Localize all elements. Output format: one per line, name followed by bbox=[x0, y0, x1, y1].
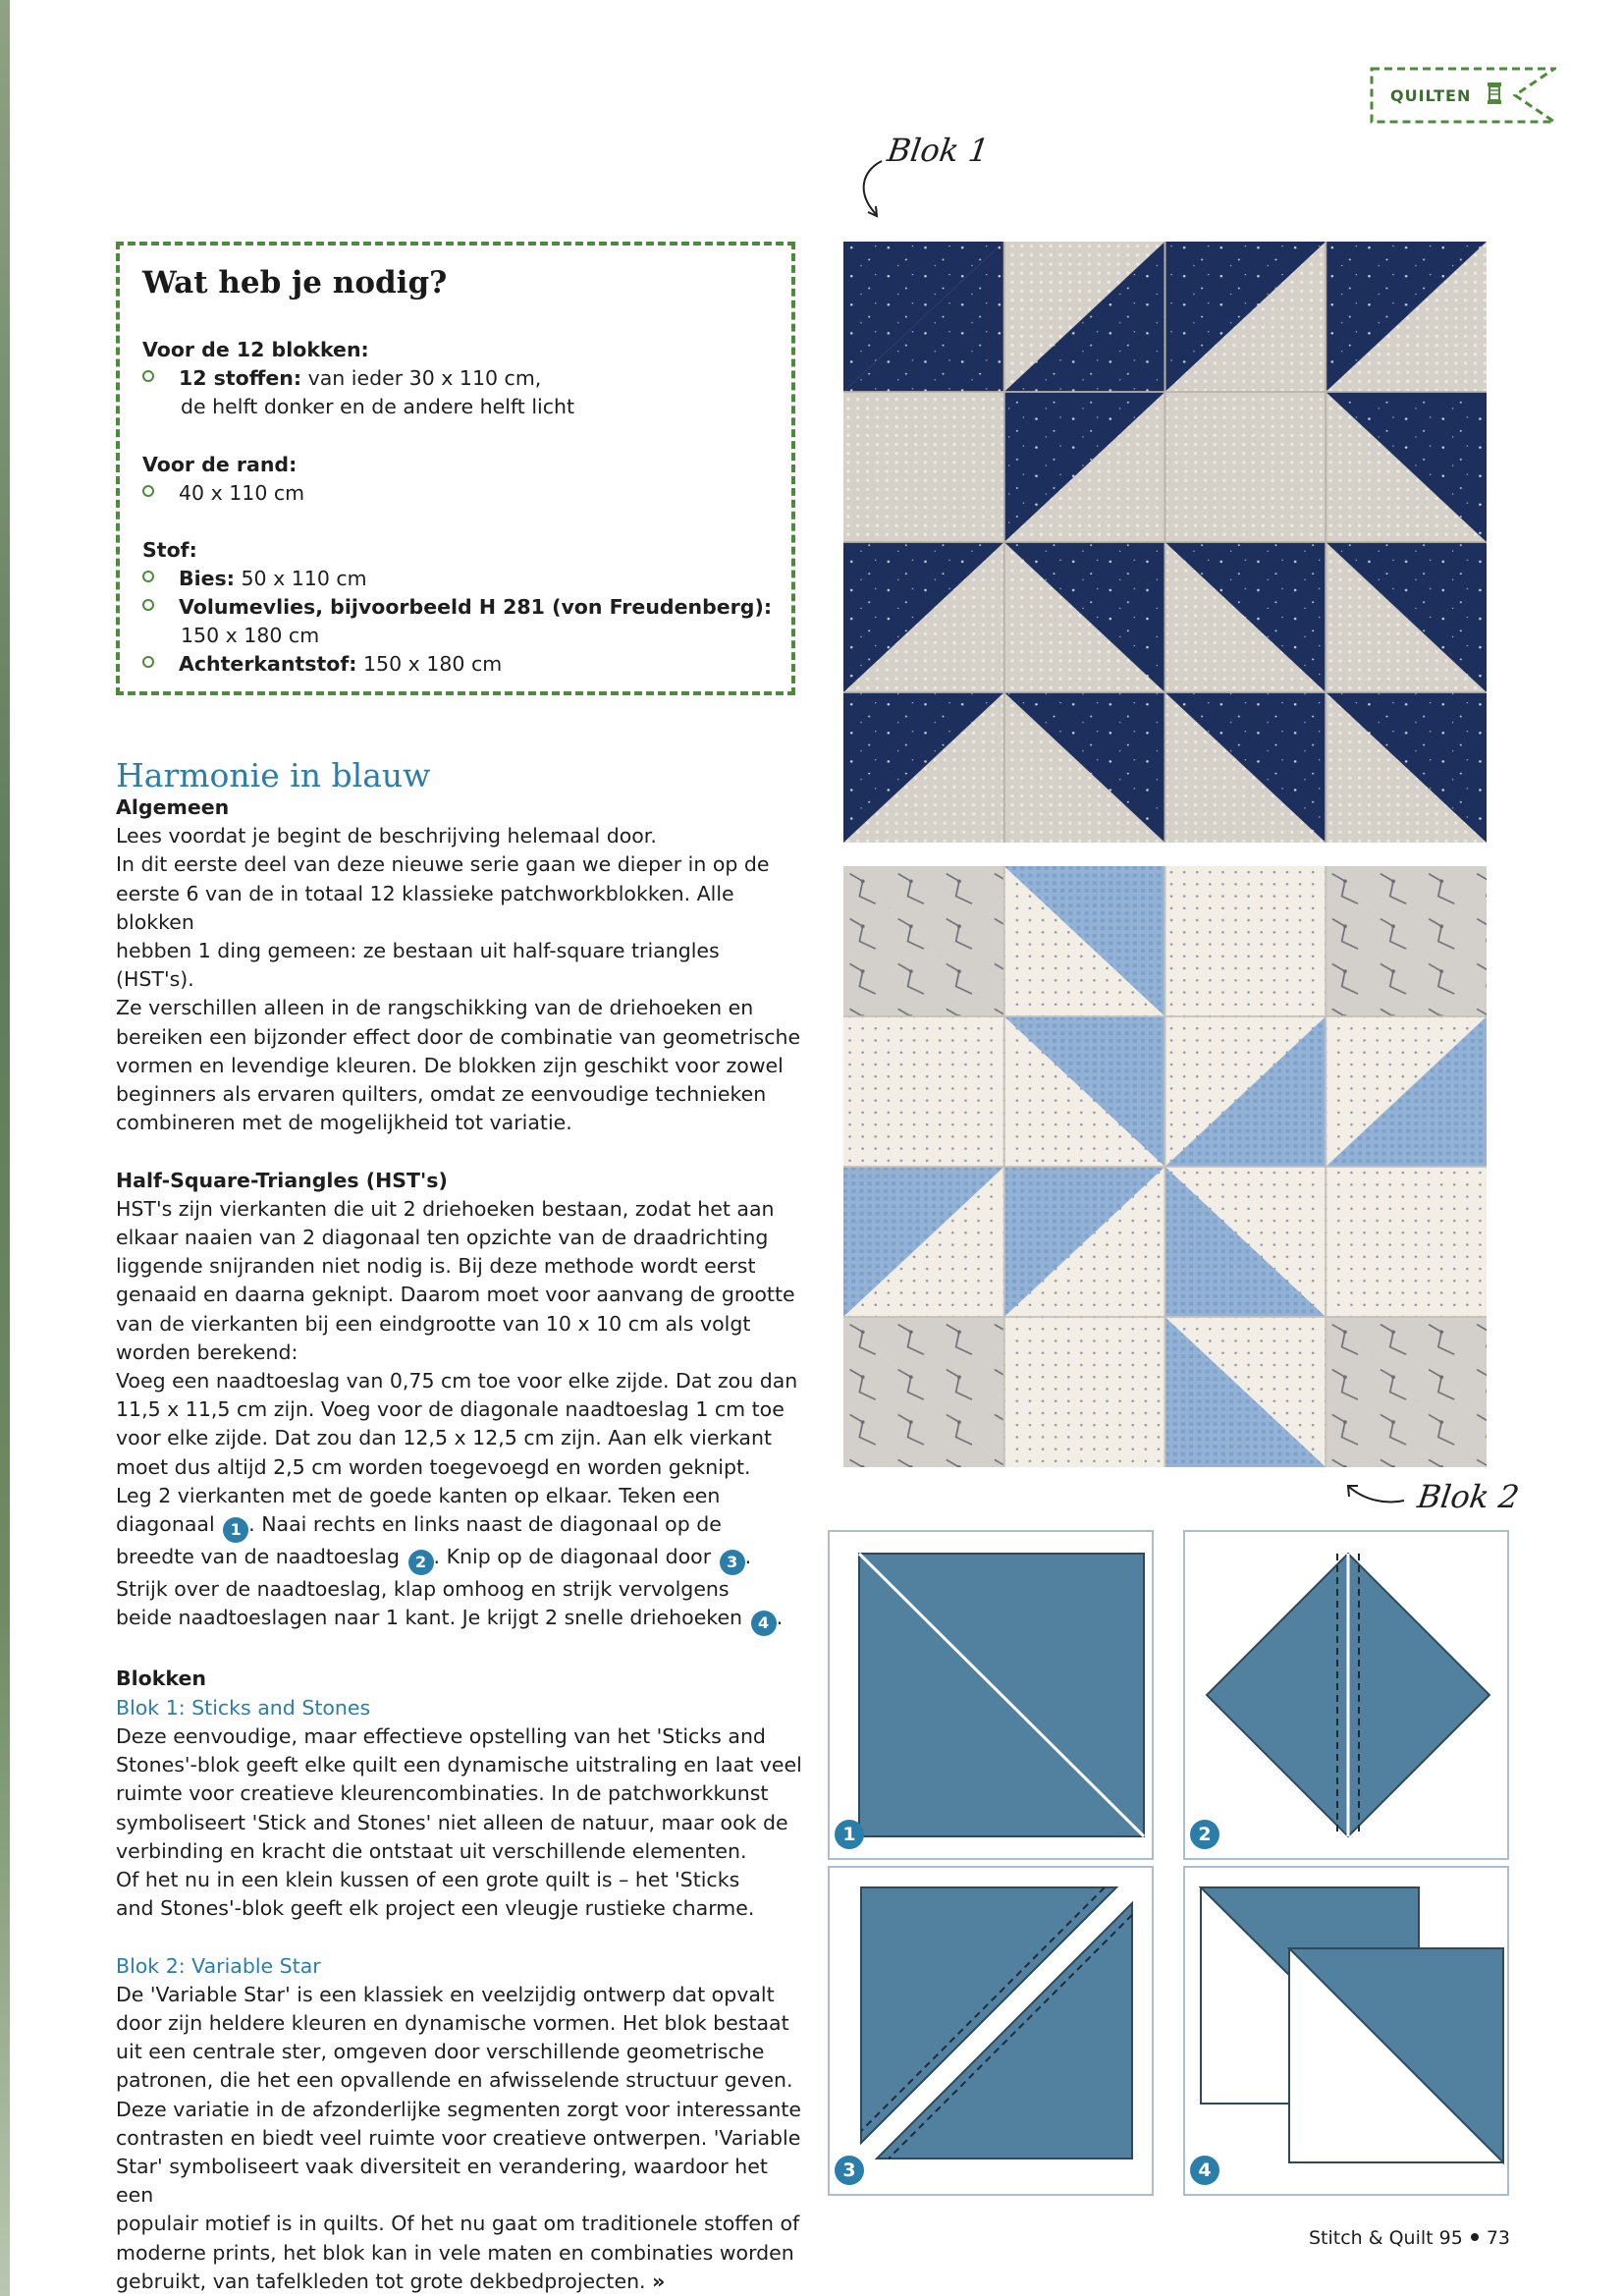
needs-item: Volumevlies, bijvoorbeeld H 281 (von Freudenberg): bbox=[179, 595, 773, 619]
paragraph-line: uit een centrale ster, omgeven door verschillende geometrische bbox=[116, 2040, 765, 2064]
paragraph-line: liggende snijranden niet nodig is. Bij deze methode wordt eerst bbox=[116, 1254, 756, 1279]
panel-number-1: 1 bbox=[835, 1820, 864, 1849]
block2-label: Blok 2 bbox=[1415, 1478, 1522, 1515]
bullet-icon bbox=[142, 370, 154, 382]
paragraph-line: De 'Variable Star' is een klassiek en veelzijdig ontwerp dat opvalt bbox=[116, 1982, 775, 2006]
block1-photo bbox=[843, 242, 1487, 843]
bullet-icon bbox=[142, 599, 154, 611]
needs-group-title: Voor de rand: bbox=[142, 453, 298, 476]
step-number-2: 2 bbox=[408, 1550, 434, 1575]
separator-dot bbox=[1471, 2233, 1479, 2241]
needs-group-title: Voor de 12 blokken: bbox=[142, 338, 369, 361]
paragraph-line: Ze verschillen alleen in de rangschikking van de driehoeken en bbox=[116, 996, 754, 1020]
section-heading: Half-Square-Triangles (HST's) bbox=[116, 1168, 448, 1192]
paragraph-line: Leg 2 vierkanten met de goede kanten op elkaar. Teken een bbox=[116, 1483, 721, 1507]
page-footer bbox=[1309, 2227, 1510, 2249]
step-number-3: 3 bbox=[720, 1550, 745, 1575]
section-heading: Blokken bbox=[116, 1667, 206, 1691]
block2-photo bbox=[843, 866, 1487, 1467]
paragraph-line: elkaar naaien van 2 diagonaal ten opzichte van de draadrichting bbox=[116, 1226, 769, 1250]
diagram-panel-2 bbox=[1183, 1530, 1509, 1860]
panel-number-4: 4 bbox=[1190, 2156, 1219, 2185]
paragraph-line: gebruikt, van tafelkleden tot grote dekbedprojecten. » bbox=[116, 2269, 666, 2293]
paragraph-line: hebben 1 ding gemeen: ze bestaan uit half-square triangles (HST's). bbox=[116, 939, 720, 992]
diagram-panel-3 bbox=[828, 1866, 1154, 2196]
paragraph-line: patronen, die het een opvallende en afwisselende structuur geven. bbox=[116, 2068, 793, 2093]
section-heading: Algemeen bbox=[116, 795, 230, 819]
paragraph-line: moet dus altijd 2,5 cm worden toegevoegd en worden geknipt. bbox=[116, 1454, 751, 1479]
curved-arrow-icon bbox=[854, 157, 893, 222]
paragraph-line: beide naadtoeslagen naar 1 kant. Je krijgt 2 snelle driehoeken 4 . bbox=[116, 1604, 803, 1636]
paragraph-line: genaaid en daarna geknipt. Daarom moet voor aanvang de grootte bbox=[116, 1283, 795, 1307]
paragraph-line: bereiken een bijzonder effect door de combinatie van geometrische bbox=[116, 1024, 801, 1049]
curved-arrow-icon bbox=[1343, 1479, 1408, 1508]
paragraph-line: door zijn heldere kleuren en dynamische vormen. Het blok bestaat bbox=[116, 2010, 789, 2035]
paragraph-line: Stones'-blok geeft elke quilt een dynamische uitstraling en laat veel bbox=[116, 1753, 802, 1777]
needs-item: 40 x 110 cm bbox=[179, 481, 305, 505]
paragraph-line: combineren met de mogelijkheid tot variatie. bbox=[116, 1111, 572, 1135]
paragraph-line: moderne prints, het blok kan in vele maten en combinaties worden bbox=[116, 2240, 794, 2265]
diagram-panel-4 bbox=[1183, 1866, 1509, 2196]
paragraph-line: vormen en levendige kleuren. De blokken zijn geschikt voor zowel bbox=[116, 1053, 784, 1077]
panel-number-2: 2 bbox=[1190, 1820, 1219, 1849]
paragraph-line: Lees voordat je begint de beschrijving helemaal door. bbox=[116, 824, 657, 848]
article-title: Harmonie in blauw bbox=[116, 756, 431, 794]
paragraph-line: eerste 6 van de in totaal 12 klassieke patchworkblokken. Alle blokken bbox=[116, 881, 734, 934]
paragraph-line: worden berekend: bbox=[116, 1339, 298, 1364]
needs-title: Wat heb je nodig? bbox=[142, 265, 448, 301]
paragraph-line: Deze eenvoudige, maar effectieve opstelling van het 'Sticks and bbox=[116, 1723, 766, 1748]
needs-item-cont: 150 x 180 cm bbox=[181, 624, 320, 647]
article-body bbox=[116, 793, 803, 2296]
paragraph-line: voor elke zijde. Dat zou dan 12,5 x 12,5 cm zijn. Aan elk vierkant bbox=[116, 1426, 773, 1450]
page-number: 73 bbox=[1486, 2227, 1510, 2249]
diagram-panel-1 bbox=[828, 1530, 1154, 1860]
paragraph-line: breedte van de naadtoeslag 2 . Knip op de diagonaal door 3 . bbox=[116, 1543, 803, 1575]
subsection-heading: Blok 1: Sticks and Stones bbox=[116, 1695, 371, 1720]
paragraph-line: van de vierkanten bij een eindgrootte van 10 x 10 cm als volgt bbox=[116, 1311, 751, 1336]
paragraph-line: symboliseert 'Stick and Stones' niet alleen de natuur, maar ook de bbox=[116, 1810, 788, 1834]
paragraph-line: and Stones'-blok geeft elk project een vleugje rustieke charme. bbox=[116, 1896, 755, 1921]
step-number-4: 4 bbox=[751, 1611, 777, 1636]
needs-item: Bies: 50 x 110 cm bbox=[179, 567, 367, 590]
hst-diagonal-diagram bbox=[830, 1532, 1156, 1862]
paragraph-line: populair motief is in quilts. Of het nu gaat om traditionele stoffen of bbox=[116, 2212, 800, 2236]
thread-spool-icon bbox=[1488, 82, 1501, 104]
subsection-heading: Blok 2: Variable Star bbox=[116, 1953, 321, 1978]
hst-finished-diagram bbox=[1185, 1868, 1511, 2198]
bullet-icon bbox=[142, 656, 154, 668]
paragraph-line: In dit eerste deel van deze nieuwe serie gaan we dieper in op de bbox=[116, 852, 770, 877]
paragraph-line: beginners als ervaren quilters, omdat ze eenvoudige technieken bbox=[116, 1082, 767, 1107]
paragraph-line: Strijk over de naadtoeslag, klap omhoog en strijk vervolgens bbox=[116, 1577, 730, 1602]
needs-item-cont: de helft donker en de andere helft licht bbox=[181, 395, 575, 418]
page-edge-strip bbox=[0, 0, 10, 2296]
paragraph-line: 11,5 x 11,5 cm zijn. Voeg voor de diagonale naadtoeslag 1 cm toe bbox=[116, 1397, 785, 1422]
paragraph-line: diagonaal 1 . Naai rechts en links naast de diagonaal op de bbox=[116, 1510, 803, 1543]
hst-seam-diagram bbox=[1185, 1532, 1511, 1862]
paragraph-line: contrasten en biedt veel ruimte voor creatieve ontwerpen. 'Variable bbox=[116, 2125, 801, 2150]
paragraph-line: HST's zijn vierkanten die uit 2 driehoeken bestaan, zodat het aan bbox=[116, 1196, 775, 1221]
paragraph-line: ruimte voor creatieve kleurencombinaties. In de patchworkkunst bbox=[116, 1781, 769, 1806]
step-number-1: 1 bbox=[223, 1517, 248, 1543]
continue-mark: » bbox=[652, 2269, 666, 2293]
needs-item: 12 stoffen: van ieder 30 x 110 cm, bbox=[179, 366, 542, 390]
magazine-name: Stitch & Quilt 95 bbox=[1308, 2227, 1463, 2249]
paragraph-line: Star' symboliseert vaak diversiteit en verandering, waardoor het een bbox=[116, 2154, 768, 2208]
panel-number-3: 3 bbox=[835, 2156, 864, 2185]
paragraph-line: Voeg een naadtoeslag van 0,75 cm toe voor elke zijde. Dat zou dan bbox=[116, 1369, 798, 1394]
paragraph-line: verbinding en kracht die ontstaat uit verschillende elementen. bbox=[116, 1838, 747, 1863]
paragraph-line: Deze variatie in de afzonderlijke segmenten zorgt voor interessante bbox=[116, 2097, 801, 2121]
paragraph-line: Of het nu in een klein kussen of een grote quilt is – het 'Sticks bbox=[116, 1867, 740, 1891]
needs-group-title: Stof: bbox=[142, 538, 197, 562]
needs-item: Achterkantstof: 150 x 180 cm bbox=[179, 652, 503, 676]
section-tag-label: QUILTEN bbox=[1390, 86, 1472, 105]
bullet-icon bbox=[142, 485, 154, 497]
bullet-icon bbox=[142, 571, 154, 582]
block1-label: Blok 1 bbox=[885, 132, 992, 169]
hst-cut-diagram bbox=[830, 1868, 1156, 2198]
